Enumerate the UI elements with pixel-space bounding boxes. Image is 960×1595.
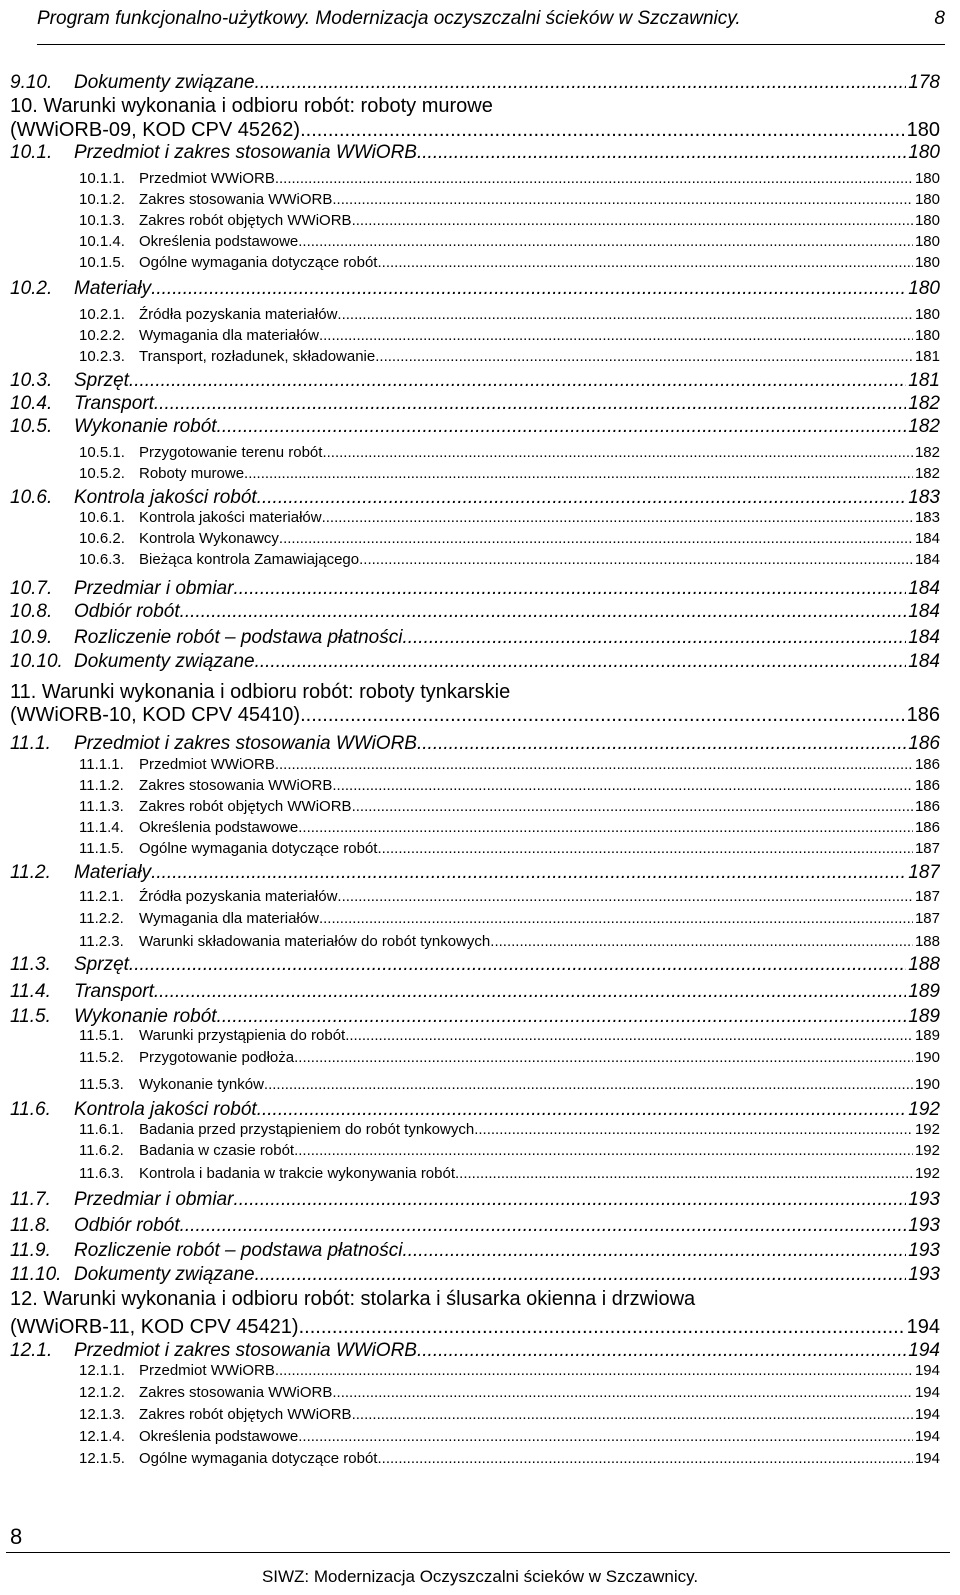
toc-number: 10.6.3. <box>79 551 125 568</box>
toc-number: 11. <box>10 681 42 703</box>
toc-subsection-entry[interactable] <box>79 756 940 773</box>
toc-page-number: 189 <box>908 981 940 1002</box>
toc-page-number: 186 <box>906 704 940 726</box>
toc-number: 10.2.3. <box>79 348 125 365</box>
toc-page-number: 182 <box>908 416 940 437</box>
toc-number: 12.1.3. <box>79 1406 125 1423</box>
toc-dot-leader <box>490 933 913 950</box>
toc-number: 11.2.1. <box>79 888 124 905</box>
toc-title: Kontrola jakości materiałów <box>139 509 322 526</box>
toc-title: Zakres stosowania WWiORB <box>139 191 333 208</box>
toc-title: Wykonanie tynków <box>139 1076 264 1093</box>
toc-subsection-entry[interactable] <box>79 1049 940 1066</box>
toc-dot-leader <box>352 798 913 815</box>
toc-dot-leader <box>129 370 906 392</box>
toc-section-entry[interactable] <box>10 487 940 509</box>
toc-dot-leader <box>377 840 912 857</box>
toc-page-number: 180 <box>914 212 940 229</box>
toc-page-number: 184 <box>908 627 940 648</box>
toc-title: Źródła pozyskania materiałów <box>139 306 338 323</box>
toc-dot-leader <box>151 278 906 300</box>
toc-page-number: 184 <box>914 530 940 547</box>
toc-number: 10.6.2. <box>79 530 125 547</box>
toc-page-number: 189 <box>914 1027 940 1044</box>
toc-page-number: 186 <box>914 819 940 836</box>
toc-subsection-entry[interactable] <box>79 1142 940 1159</box>
toc-dot-leader <box>345 1027 913 1044</box>
toc-dot-leader <box>255 651 907 673</box>
toc-dot-leader <box>377 1450 912 1467</box>
toc-subsection-entry[interactable] <box>79 910 940 927</box>
toc-dot-leader <box>417 1340 906 1362</box>
toc-title: Przygotowanie podłoża <box>139 1049 295 1066</box>
toc-number: 10.1.3. <box>79 212 125 229</box>
toc-number: 11.9. <box>10 1240 51 1261</box>
toc-section-entry[interactable] <box>10 651 940 673</box>
toc-subsection-entry[interactable] <box>79 798 940 815</box>
toc-title: Przedmiot WWiORB <box>139 756 275 773</box>
toc-subsection-entry[interactable] <box>79 840 940 857</box>
toc-section-entry[interactable] <box>10 1215 940 1237</box>
toc-page-number: 194 <box>914 1384 940 1401</box>
toc-subsection-entry[interactable] <box>79 819 940 836</box>
toc-dot-leader <box>217 1006 907 1028</box>
toc-page-number: 180 <box>914 233 940 250</box>
toc-number: 10.1.2. <box>79 191 125 208</box>
toc-subsection-entry[interactable] <box>79 348 940 365</box>
toc-number: 11.1.5. <box>79 840 124 857</box>
toc-dot-leader <box>154 393 906 415</box>
toc-title: Dokumenty związane <box>74 1264 255 1285</box>
toc-page-number: 190 <box>914 1076 940 1093</box>
toc-page-number: 188 <box>914 933 940 950</box>
toc-dot-leader <box>244 465 913 482</box>
toc-section-entry[interactable] <box>10 1189 940 1211</box>
toc-dot-leader <box>180 1215 907 1237</box>
toc-section-entry[interactable] <box>10 72 940 94</box>
toc-page-number: 194 <box>908 1340 940 1361</box>
toc-number: 9.10. <box>10 72 53 93</box>
toc-page-number: 186 <box>914 798 940 815</box>
toc-dot-leader <box>180 601 907 623</box>
toc-dot-leader <box>154 981 906 1003</box>
toc-number: 11.2.3. <box>79 933 124 950</box>
toc-number: 10.6. <box>10 487 53 508</box>
toc-page-number: 183 <box>914 509 940 526</box>
toc-title: Określenia podstawowe <box>139 819 299 836</box>
toc-chapter-heading[interactable] <box>10 681 510 704</box>
toc-dot-leader <box>352 1406 913 1423</box>
toc-number: 11.6.1. <box>79 1121 124 1138</box>
toc-section-entry[interactable] <box>10 142 940 164</box>
toc-number: 11.3. <box>10 954 51 975</box>
toc-dot-leader <box>300 704 905 727</box>
toc-dot-leader <box>337 888 913 905</box>
toc-page-number: 194 <box>906 1316 940 1338</box>
toc-page-number: 180 <box>914 327 940 344</box>
toc-dot-leader <box>217 416 907 438</box>
toc-page-number: 194 <box>914 1406 940 1423</box>
toc-number: 11.5. <box>10 1006 51 1027</box>
toc-section-entry[interactable] <box>10 1240 940 1262</box>
toc-section-entry[interactable] <box>10 278 940 300</box>
toc-dot-leader <box>294 1142 913 1159</box>
toc-number: 11.5.2. <box>79 1049 124 1066</box>
toc-dot-leader <box>352 212 913 229</box>
toc-title: Wykonanie robót <box>74 1006 217 1027</box>
toc-number: 11.1.4. <box>79 819 124 836</box>
toc-title: Sprzęt <box>74 370 129 391</box>
header-title: Program funkcjonalno-użytkowy. Modernizacja oczyszczalni ścieków w Szczawnicy. <box>37 8 741 29</box>
toc-title: Transport <box>74 393 154 414</box>
toc-subsection-entry[interactable] <box>79 444 940 461</box>
toc-title: Przedmiot i zakres stosowania WWiORB <box>74 1340 417 1361</box>
toc-number: 11.1.2. <box>79 777 124 794</box>
toc-title: Warunki wykonania i odbioru robót: roboty murowe <box>43 95 493 117</box>
toc-page-number: 184 <box>908 578 940 599</box>
toc-number: 11.8. <box>10 1215 51 1236</box>
toc-number: 12.1.2. <box>79 1384 125 1401</box>
toc-number: 10.1.1. <box>79 170 125 187</box>
toc-dot-leader <box>322 509 913 526</box>
toc-title: Rozliczenie robót – podstawa płatności <box>74 1240 403 1261</box>
toc-page-number: 192 <box>914 1165 940 1182</box>
toc-number: 10. <box>10 95 44 117</box>
toc-section-entry[interactable] <box>10 416 940 438</box>
toc-subsection-entry[interactable] <box>79 933 940 950</box>
toc-dot-leader <box>474 1121 913 1138</box>
toc-title: Transport <box>74 981 154 1002</box>
toc-number: 10.7. <box>10 578 53 599</box>
toc-page-number: 187 <box>914 910 940 927</box>
toc-section-entry[interactable] <box>10 370 940 392</box>
toc-subsection-entry[interactable] <box>79 777 940 794</box>
toc-page-number: 190 <box>914 1049 940 1066</box>
toc-section-entry[interactable] <box>10 1006 940 1028</box>
toc-title: Zakres stosowania WWiORB <box>139 1384 333 1401</box>
toc-chapter-line[interactable] <box>10 1316 940 1339</box>
toc-title: Warunki przystąpienia do robót <box>139 1027 346 1044</box>
toc-page-number: 181 <box>914 348 940 365</box>
toc-dot-leader <box>255 1264 907 1286</box>
toc-title: Źródła pozyskania materiałów <box>139 888 338 905</box>
toc-page-number: 180 <box>914 254 940 271</box>
toc-number: 12.1.1. <box>79 1362 125 1379</box>
toc-number: 10.8. <box>10 601 53 622</box>
toc-title: Kontrola jakości robót <box>74 487 257 508</box>
toc-title: Odbiór robót <box>74 1215 180 1236</box>
toc-page-number: 192 <box>914 1121 940 1138</box>
toc-title: Zakres robót objętych WWiORB <box>139 212 352 229</box>
toc-subsection-entry[interactable] <box>79 465 940 482</box>
toc-title: Określenia podstawowe <box>139 1428 299 1445</box>
toc-title: Zakres stosowania WWiORB <box>139 777 333 794</box>
toc-number: 10.1.5. <box>79 254 125 271</box>
toc-subsection-entry[interactable] <box>79 551 940 568</box>
toc-page-number: 188 <box>908 954 940 975</box>
toc-page-number: 180 <box>908 142 940 163</box>
toc-dot-leader <box>275 756 913 773</box>
toc-subsection-entry[interactable] <box>79 1362 940 1379</box>
toc-number: 12. <box>10 1288 44 1310</box>
toc-dot-leader <box>332 1384 913 1401</box>
toc-title: Zakres robót objętych WWiORB <box>139 1406 352 1423</box>
toc-number: 10.5.2. <box>79 465 125 482</box>
toc-dot-leader <box>279 530 913 547</box>
toc-title: Wymagania dla materiałów <box>139 327 319 344</box>
toc-page-number: 180 <box>908 278 940 299</box>
toc-section-entry[interactable] <box>10 954 940 976</box>
toc-page-number: 183 <box>908 487 940 508</box>
toc-dot-leader <box>255 72 907 94</box>
toc-section-entry[interactable] <box>10 1264 940 1286</box>
toc-dot-leader <box>298 819 913 836</box>
toc-page-number: 181 <box>908 370 940 391</box>
toc-dot-leader <box>275 170 913 187</box>
toc-number: 11.10. <box>10 1264 62 1285</box>
toc-dot-leader <box>319 327 913 344</box>
toc-dot-leader <box>417 733 906 755</box>
toc-dot-leader <box>417 142 906 164</box>
toc-title: Warunki wykonania i odbioru robót: stolarka i ślusarka okienna i drzwiowa <box>43 1288 696 1310</box>
toc-page-number: 193 <box>908 1189 940 1210</box>
toc-title: Przedmiar i obmiar <box>74 578 234 599</box>
toc-dot-leader <box>299 1316 905 1339</box>
toc-dot-leader <box>300 119 905 142</box>
toc-dot-leader <box>455 1165 913 1182</box>
footer-page-number: 8 <box>10 1524 23 1549</box>
toc-dot-leader <box>129 954 906 976</box>
toc-number: 10.3. <box>10 370 53 391</box>
toc-title: Przedmiar i obmiar <box>74 1189 234 1210</box>
toc-number: 12.1.5. <box>79 1450 125 1467</box>
toc-dot-leader <box>375 348 913 365</box>
toc-subsection-entry[interactable] <box>79 1076 940 1093</box>
toc-subsection-entry[interactable] <box>79 530 940 547</box>
toc-title: Transport, rozładunek, składowanie <box>139 348 376 365</box>
toc-title: Wymagania dla materiałów <box>139 910 319 927</box>
toc-title: Materiały <box>74 862 152 883</box>
toc-dot-leader <box>257 487 907 509</box>
toc-dot-leader <box>264 1076 913 1093</box>
toc-subsection-entry[interactable] <box>79 1428 940 1445</box>
toc-number: 10.5.1. <box>79 444 125 461</box>
toc-dot-leader <box>332 191 913 208</box>
toc-title-continuation: (WWiORB-09, KOD CPV 45262) <box>10 119 301 141</box>
toc-page-number: 194 <box>914 1362 940 1379</box>
toc-title: Kontrola i badania w trakcie wykonywania robót <box>139 1165 456 1182</box>
toc-subsection-entry[interactable] <box>79 1450 940 1467</box>
page-header <box>37 0 945 45</box>
toc-dot-leader <box>402 1240 906 1262</box>
toc-subsection-entry[interactable] <box>79 191 940 208</box>
toc-subsection-entry[interactable] <box>79 888 940 905</box>
toc-dot-leader <box>151 862 906 884</box>
toc-number: 11.5.3. <box>79 1076 124 1093</box>
toc-title: Dokumenty związane <box>74 651 255 672</box>
toc-title: Roboty murowe <box>139 465 245 482</box>
toc-page-number: 194 <box>914 1450 940 1467</box>
toc-title: Ogólne wymagania dotyczące robót <box>139 254 378 271</box>
toc-page-number: 180 <box>914 191 940 208</box>
toc-dot-leader <box>322 444 913 461</box>
toc-page-number: 187 <box>908 862 940 883</box>
toc-dot-leader <box>359 551 913 568</box>
toc-title: Przedmiot i zakres stosowania WWiORB <box>74 142 417 163</box>
toc-number: 12.1. <box>10 1340 53 1361</box>
toc-title: Warunki składowania materiałów do robót tynkowych <box>139 933 491 950</box>
toc-title: Kontrola Wykonawcy <box>139 530 279 547</box>
toc-title-continuation: (WWiORB-10, KOD CPV 45410) <box>10 704 301 726</box>
toc-dot-leader <box>257 1099 907 1121</box>
toc-subsection-entry[interactable] <box>79 1027 940 1044</box>
toc-title: Materiały <box>74 278 152 299</box>
footer-text: SIWZ: Modernizacja Oczyszczalni ścieków w Szczawnicy. <box>261 1567 699 1586</box>
toc-section-entry[interactable] <box>10 1099 940 1121</box>
toc-section-entry[interactable] <box>10 393 940 415</box>
toc-page-number: 182 <box>908 393 940 414</box>
toc-subsection-entry[interactable] <box>79 1406 940 1423</box>
toc-page-number: 184 <box>914 551 940 568</box>
header-page-number: 8 <box>934 8 945 29</box>
toc-page-number: 194 <box>914 1428 940 1445</box>
toc-page-number: 187 <box>914 840 940 857</box>
toc-title: Przygotowanie terenu robót <box>139 444 323 461</box>
toc-subsection-entry[interactable] <box>79 170 940 187</box>
toc-subsection-entry[interactable] <box>79 1165 940 1182</box>
toc-page-number: 178 <box>908 72 940 93</box>
toc-page-number: 180 <box>906 119 940 141</box>
toc-title: Wykonanie robót <box>74 416 217 437</box>
toc-number: 11.1. <box>10 733 51 754</box>
toc-title: Zakres robót objętych WWiORB <box>139 798 352 815</box>
toc-section-entry[interactable] <box>10 627 940 649</box>
toc-subsection-entry[interactable] <box>79 212 940 229</box>
toc-subsection-entry[interactable] <box>79 233 940 250</box>
toc-dot-leader <box>298 233 913 250</box>
toc-number: 11.1.1. <box>79 756 124 773</box>
toc-section-entry[interactable] <box>10 601 940 623</box>
toc-dot-leader <box>275 1362 913 1379</box>
toc-title: Sprzęt <box>74 954 129 975</box>
toc-title: Rozliczenie robót – podstawa płatności <box>74 627 403 648</box>
toc-number: 10.2.2. <box>79 327 125 344</box>
toc-number: 10.1. <box>10 142 53 163</box>
toc-dot-leader <box>337 306 913 323</box>
toc-page-number: 182 <box>914 465 940 482</box>
toc-title: Warunki wykonania i odbioru robót: roboty tynkarskie <box>41 681 511 703</box>
toc-number: 10.1.4. <box>79 233 125 250</box>
toc-page-number: 182 <box>914 444 940 461</box>
toc-title: Przedmiot i zakres stosowania WWiORB <box>74 733 417 754</box>
toc-number: 10.10. <box>10 651 63 672</box>
toc-page-number: 180 <box>914 170 940 187</box>
footer-divider <box>6 1552 950 1553</box>
toc-page-number: 192 <box>914 1142 940 1159</box>
toc-title: Przedmiot WWiORB <box>139 170 275 187</box>
toc-number: 11.6. <box>10 1099 51 1120</box>
toc-chapter-line[interactable] <box>10 119 940 142</box>
toc-title: Badania przed przystąpieniem do robót tynkowych <box>139 1121 475 1138</box>
toc-section-entry[interactable] <box>10 981 940 1003</box>
toc-page-number: 187 <box>914 888 940 905</box>
toc-title: Przedmiot WWiORB <box>139 1362 275 1379</box>
toc-number: 11.7. <box>10 1189 51 1210</box>
toc-subsection-entry[interactable] <box>79 509 940 526</box>
toc-page-number: 184 <box>908 601 940 622</box>
toc-page-number: 193 <box>908 1240 940 1261</box>
toc-page-number: 189 <box>908 1006 940 1027</box>
toc-number: 10.5. <box>10 416 53 437</box>
toc-title: Odbiór robót <box>74 601 180 622</box>
toc-dot-leader <box>294 1049 913 1066</box>
toc-number: 10.9. <box>10 627 53 648</box>
toc-dot-leader <box>298 1428 913 1445</box>
toc-dot-leader <box>332 777 913 794</box>
toc-title: Badania w czasie robót <box>139 1142 295 1159</box>
toc-section-entry[interactable] <box>10 578 940 600</box>
toc-dot-leader <box>233 1189 906 1211</box>
toc-title: Bieżąca kontrola Zamawiającego <box>139 551 360 568</box>
toc-subsection-entry[interactable] <box>79 1121 940 1138</box>
toc-subsection-entry[interactable] <box>79 327 940 344</box>
toc-title: Dokumenty związane <box>74 72 255 93</box>
toc-page-number: 192 <box>908 1099 940 1120</box>
toc-number: 10.6.1. <box>79 509 125 526</box>
toc-number: 11.6.3. <box>79 1165 124 1182</box>
toc-number: 12.1.4. <box>79 1428 125 1445</box>
toc-title: Ogólne wymagania dotyczące robót <box>139 1450 378 1467</box>
toc-section-entry[interactable] <box>10 1340 940 1362</box>
toc-title-continuation: (WWiORB-11, KOD CPV 45421) <box>10 1316 299 1338</box>
toc-page-number: 184 <box>908 651 940 672</box>
toc-dot-leader <box>377 254 912 271</box>
toc-chapter-heading[interactable] <box>10 95 493 118</box>
toc-subsection-entry[interactable] <box>79 306 940 323</box>
toc-page-number: 193 <box>908 1215 940 1236</box>
toc-chapter-line[interactable] <box>10 704 940 727</box>
toc-dot-leader <box>319 910 913 927</box>
toc-number: 11.2.2. <box>79 910 124 927</box>
toc-page-number: 186 <box>908 733 940 754</box>
toc-chapter-heading[interactable] <box>10 1288 695 1311</box>
toc-title: Kontrola jakości robót <box>74 1099 257 1120</box>
toc-title: Ogólne wymagania dotyczące robót <box>139 840 378 857</box>
toc-dot-leader <box>402 627 906 649</box>
toc-page-number: 186 <box>914 756 940 773</box>
toc-title: Określenia podstawowe <box>139 233 299 250</box>
toc-number: 11.2. <box>10 862 51 883</box>
toc-number: 11.5.1. <box>79 1027 124 1044</box>
toc-subsection-entry[interactable] <box>79 254 940 271</box>
toc-number: 11.4. <box>10 981 51 1002</box>
toc-dot-leader <box>233 578 906 600</box>
toc-section-entry[interactable] <box>10 862 940 884</box>
toc-number: 10.2. <box>10 278 53 299</box>
toc-section-entry[interactable] <box>10 733 940 755</box>
toc-page-number: 180 <box>914 306 940 323</box>
toc-page-number: 186 <box>914 777 940 794</box>
toc-number: 10.2.1. <box>79 306 125 323</box>
toc-number: 10.4. <box>10 393 53 414</box>
toc-number: 11.1.3. <box>79 798 124 815</box>
toc-subsection-entry[interactable] <box>79 1384 940 1401</box>
toc-page-number: 193 <box>908 1264 940 1285</box>
toc-number: 11.6.2. <box>79 1142 124 1159</box>
